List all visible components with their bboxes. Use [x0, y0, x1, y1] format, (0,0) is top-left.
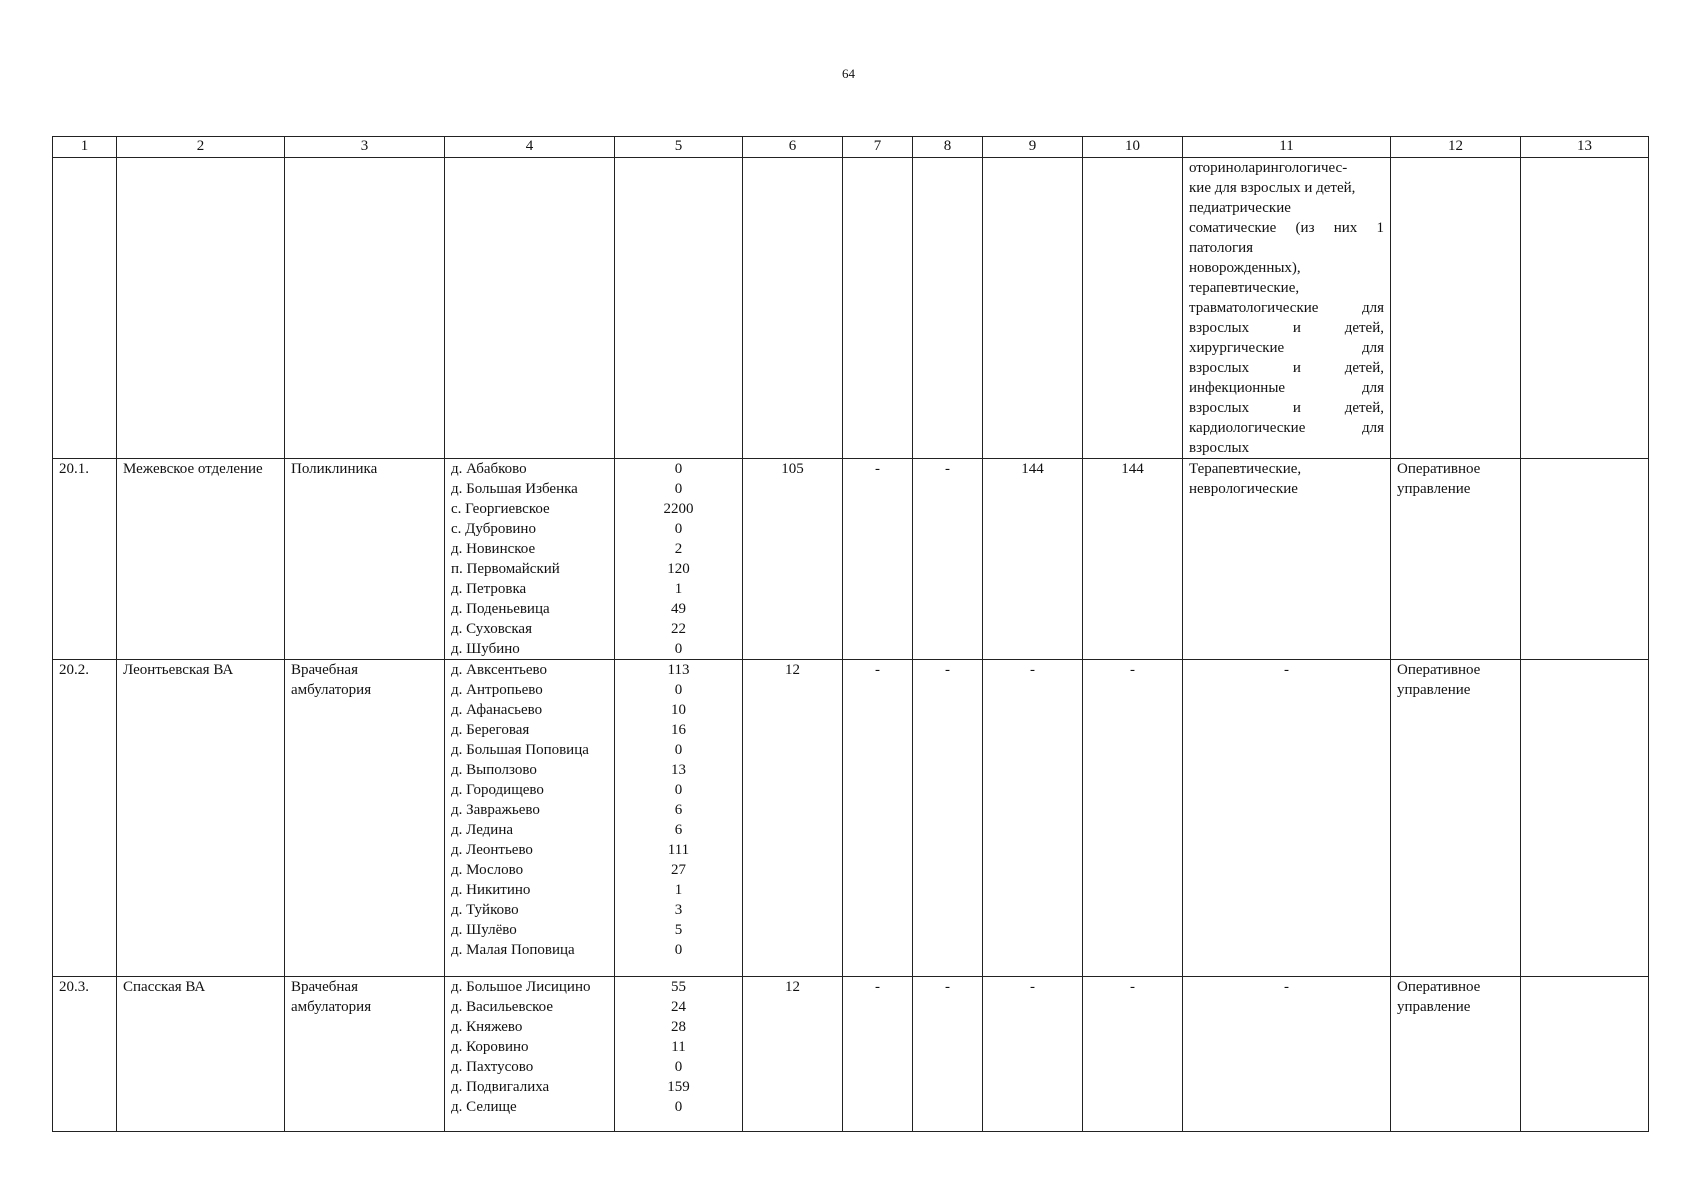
- list-item: 159: [667, 1079, 690, 1095]
- list-item: 1: [674, 581, 683, 597]
- text-line: [1189, 178, 1384, 198]
- empty-cell: [1083, 158, 1183, 459]
- col-header: 12: [1391, 137, 1521, 158]
- list-item: 0: [674, 641, 683, 657]
- col-header: 13: [1521, 137, 1649, 158]
- text-line: [1189, 318, 1384, 338]
- header-row: [53, 137, 1649, 158]
- empty-cell: [445, 158, 615, 459]
- facility-name: Леонтьевская ВА: [117, 660, 285, 977]
- list-item: д. Авксентьево: [451, 662, 548, 678]
- row-number: 20.2.: [53, 660, 117, 977]
- empty-cell: [843, 158, 913, 459]
- facility-type: Поликлиника: [285, 459, 445, 660]
- list-item: 55: [671, 979, 686, 995]
- cell-col9: -: [983, 977, 1083, 1132]
- cell-col12: Оперативное управление: [1391, 660, 1521, 977]
- facility-type: Врачебная амбулатория: [285, 660, 445, 977]
- text-word: и: [1292, 400, 1301, 416]
- table-row: [53, 977, 1649, 1132]
- cell-col6: 12: [743, 660, 843, 977]
- text-word: травматологические: [1189, 300, 1319, 316]
- cell-col7: -: [843, 660, 913, 977]
- list-item: д. Абабково: [451, 461, 527, 477]
- cell-col11: -: [1183, 660, 1391, 977]
- cell-col12: Оперативное управление: [1391, 977, 1521, 1132]
- text-word: (из: [1295, 220, 1315, 236]
- text-word: и: [1292, 360, 1301, 376]
- cell-col8: -: [913, 660, 983, 977]
- list-item: д. Новинское: [451, 541, 536, 557]
- col-header: 4: [445, 137, 615, 158]
- col-header: 9: [983, 137, 1083, 158]
- list-item: 0: [674, 481, 683, 497]
- list-item: 24: [671, 999, 686, 1015]
- text-word: детей,: [1344, 320, 1384, 336]
- list-item: д. Поденьевица: [451, 601, 550, 617]
- list-item: д. Коровино: [451, 1039, 529, 1055]
- list-item: 49: [671, 601, 686, 617]
- text-line: [1189, 438, 1384, 458]
- list-item: д. Шулёво: [451, 922, 517, 938]
- cell-col7: -: [843, 459, 913, 660]
- cell-col9: 144: [983, 459, 1083, 660]
- list-item: д. Завражьево: [451, 802, 540, 818]
- empty-cell: [743, 158, 843, 459]
- profile-continuation-cell: [1183, 158, 1391, 459]
- list-item: д. Никитино: [451, 882, 531, 898]
- list-item: 2200: [663, 501, 694, 517]
- list-item: д. Выползово: [451, 762, 537, 778]
- cell-col10: -: [1083, 977, 1183, 1132]
- text-line: [1189, 358, 1384, 378]
- cell-col13: [1521, 459, 1649, 660]
- text-word: оториноларингологичес-: [1189, 160, 1348, 176]
- text-line: [1189, 198, 1384, 218]
- list-item: д. Береговая: [451, 722, 530, 738]
- cell-col13: [1521, 660, 1649, 977]
- text-word: детей,: [1344, 360, 1384, 376]
- list-item: д. Пахтусово: [451, 1059, 534, 1075]
- list-item: 0: [674, 1059, 683, 1075]
- text-word: хирургические: [1189, 340, 1285, 356]
- list-item: 13: [671, 762, 686, 778]
- col-header: 10: [1083, 137, 1183, 158]
- empty-cell: [53, 158, 117, 459]
- list-item: 0: [674, 782, 683, 798]
- cell-col7: -: [843, 977, 913, 1132]
- list-item: д. Большая Избенка: [451, 481, 578, 497]
- text-line: [1189, 158, 1384, 178]
- list-item: п. Первомайский: [451, 561, 560, 577]
- table-row: [53, 660, 1649, 977]
- list-item: д. Большое Лисицино: [451, 979, 591, 995]
- localities-list: [445, 660, 615, 977]
- list-item: 10: [671, 702, 686, 718]
- col-header: 1: [53, 137, 117, 158]
- table-row: [53, 459, 1649, 660]
- list-item: д. Афанасьево: [451, 702, 543, 718]
- cell-col12: Оперативное управление: [1391, 459, 1521, 660]
- text-word: 1: [1376, 220, 1384, 236]
- text-word: терапевтические,: [1189, 280, 1300, 296]
- population-list: [615, 660, 743, 977]
- list-item: д. Суховская: [451, 621, 532, 637]
- text-word: них: [1333, 220, 1358, 236]
- list-item: 27: [671, 862, 686, 878]
- cell-col10: -: [1083, 660, 1183, 977]
- list-item: д. Городищево: [451, 782, 544, 798]
- text-word: соматические: [1189, 220, 1277, 236]
- facility-type: Врачебная амбулатория: [285, 977, 445, 1132]
- list-item: д. Туйково: [451, 902, 519, 918]
- cell-col13: [1521, 977, 1649, 1132]
- list-item: д. Мослово: [451, 862, 524, 878]
- list-item: 120: [667, 561, 690, 577]
- cell-col6: 105: [743, 459, 843, 660]
- text-word: кардиологические: [1189, 420, 1306, 436]
- page-number: 64: [842, 66, 855, 81]
- text-word: взрослых: [1189, 400, 1250, 416]
- list-item: 0: [674, 1099, 683, 1115]
- list-item: с. Георгиевское: [451, 501, 550, 517]
- col-header: 3: [285, 137, 445, 158]
- col-header: 5: [615, 137, 743, 158]
- list-item: д. Петровка: [451, 581, 527, 597]
- text-word: для: [1361, 420, 1384, 436]
- row-number: 20.3.: [53, 977, 117, 1132]
- list-item: д. Шубино: [451, 641, 520, 657]
- text-word: патология: [1189, 240, 1254, 256]
- text-word: детей,: [1344, 400, 1384, 416]
- list-item: д. Ледина: [451, 822, 514, 838]
- list-item: 0: [674, 742, 683, 758]
- cell-col8: -: [913, 459, 983, 660]
- cell-col9: -: [983, 660, 1083, 977]
- facilities-table: [52, 136, 1649, 1132]
- list-item: с. Дубровино: [451, 521, 536, 537]
- text-line: [1189, 338, 1384, 358]
- text-line: [1189, 238, 1384, 258]
- list-item: 0: [674, 521, 683, 537]
- col-header: 6: [743, 137, 843, 158]
- localities-list: [445, 977, 615, 1132]
- text-word: новорожденных),: [1189, 260, 1301, 276]
- facility-name: Межевское отделение: [117, 459, 285, 660]
- list-item: 6: [674, 822, 683, 838]
- list-item: 5: [674, 922, 683, 938]
- list-item: 3: [674, 902, 683, 918]
- list-item: 6: [674, 802, 683, 818]
- list-item: 28: [671, 1019, 686, 1035]
- list-item: д. Подвигалиха: [451, 1079, 550, 1095]
- text-line: [1189, 258, 1384, 278]
- empty-cell: [285, 158, 445, 459]
- list-item: д. Васильевское: [451, 999, 553, 1015]
- cell-col11: Терапевтические, неврологические: [1183, 459, 1391, 660]
- text-line: [1189, 278, 1384, 298]
- empty-cell: [913, 158, 983, 459]
- cell-col10: 144: [1083, 459, 1183, 660]
- cell-col11: -: [1183, 977, 1391, 1132]
- cell-col6: 12: [743, 977, 843, 1132]
- text-word: взрослых: [1189, 440, 1250, 456]
- list-item: д. Селище: [451, 1099, 517, 1115]
- text-word: и: [1292, 320, 1301, 336]
- text-word: взрослых: [1189, 360, 1250, 376]
- population-list: [615, 459, 743, 660]
- list-item: 111: [667, 842, 690, 858]
- text-word: педиатрические: [1189, 200, 1291, 216]
- list-item: д. Княжево: [451, 1019, 523, 1035]
- empty-cell: [615, 158, 743, 459]
- text-word: взрослых: [1189, 320, 1250, 336]
- list-item: 113: [667, 662, 690, 678]
- list-item: 2: [674, 541, 683, 557]
- list-item: 11: [671, 1039, 686, 1055]
- cell-col8: -: [913, 977, 983, 1132]
- col-header: 7: [843, 137, 913, 158]
- list-item: 16: [671, 722, 686, 738]
- text-line: [1189, 398, 1384, 418]
- facility-name: Спасская ВА: [117, 977, 285, 1132]
- list-item: д. Малая Поповица: [451, 942, 575, 958]
- empty-cell: [983, 158, 1083, 459]
- list-item: д. Леонтьево: [451, 842, 533, 858]
- col-header: 11: [1183, 137, 1391, 158]
- text-word: кие для взрослых и детей,: [1189, 180, 1356, 196]
- list-item: 0: [674, 942, 683, 958]
- col-header: 8: [913, 137, 983, 158]
- row-number: 20.1.: [53, 459, 117, 660]
- text-line: [1189, 378, 1384, 398]
- text-word: инфекционные: [1189, 380, 1286, 396]
- text-line: [1189, 418, 1384, 438]
- list-item: 1: [674, 882, 683, 898]
- population-list: [615, 977, 743, 1132]
- text-line: [1189, 298, 1384, 318]
- list-item: д. Антропьево: [451, 682, 543, 698]
- list-item: 0: [674, 461, 683, 477]
- text-word: для: [1361, 380, 1384, 396]
- list-item: 0: [674, 682, 683, 698]
- text-word: для: [1361, 340, 1384, 356]
- list-item: 22: [671, 621, 686, 637]
- text-word: для: [1361, 300, 1384, 316]
- continuation-row: [53, 158, 1649, 459]
- col-header: 2: [117, 137, 285, 158]
- localities-list: [445, 459, 615, 660]
- empty-cell: [1391, 158, 1521, 459]
- empty-cell: [117, 158, 285, 459]
- list-item: д. Большая Поповица: [451, 742, 589, 758]
- empty-cell: [1521, 158, 1649, 459]
- text-line: [1189, 218, 1384, 238]
